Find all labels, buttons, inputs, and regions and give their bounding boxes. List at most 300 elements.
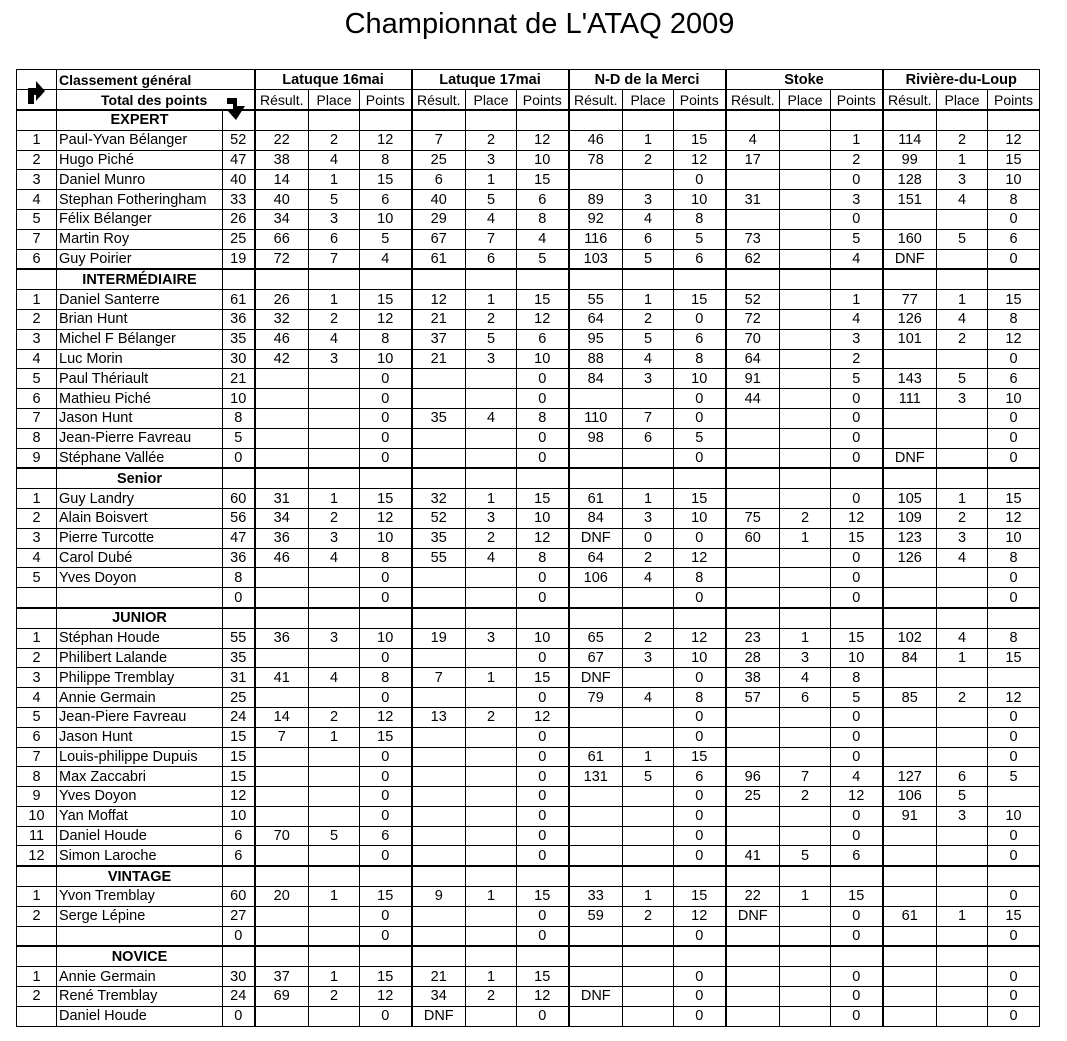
table-cell	[988, 269, 1040, 289]
table-cell: 1	[623, 747, 674, 767]
competitor-name: Louis-philippe Dupuis	[57, 747, 223, 767]
table-cell	[726, 946, 780, 966]
table-cell: 1	[780, 887, 831, 907]
table-cell: 8	[517, 209, 569, 229]
table-cell: 70	[726, 329, 780, 349]
table-cell: 21	[412, 309, 466, 329]
rank-cell: 1	[17, 290, 57, 310]
rank-cell: 5	[17, 369, 57, 389]
category-row	[17, 608, 1040, 628]
table-cell: 12	[831, 508, 883, 528]
table-cell: 3	[623, 648, 674, 668]
table-cell: 72	[726, 309, 780, 329]
table-cell: 70	[255, 826, 309, 846]
table-cell	[780, 389, 831, 409]
table-row	[17, 926, 1040, 946]
table-cell	[780, 747, 831, 767]
table-cell	[780, 548, 831, 568]
table-cell	[780, 170, 831, 190]
table-cell: 0	[988, 428, 1040, 448]
table-cell	[937, 608, 988, 628]
table-cell: 1	[937, 290, 988, 310]
table-cell: DNF	[883, 249, 937, 269]
total-points: 52	[223, 130, 255, 150]
table-cell: 6	[831, 846, 883, 866]
table-cell: 59	[569, 906, 623, 926]
table-cell: 92	[569, 209, 623, 229]
table-cell	[255, 1006, 309, 1026]
table-row	[17, 209, 1040, 229]
rank-cell: 2	[17, 906, 57, 926]
total-points: 0	[223, 448, 255, 468]
total-points: 24	[223, 707, 255, 727]
table-cell: 0	[517, 826, 569, 846]
table-cell	[780, 806, 831, 826]
table-cell	[780, 707, 831, 727]
competitor-name: Yves Doyon	[57, 568, 223, 588]
table-cell	[883, 428, 937, 448]
table-cell: 0	[988, 887, 1040, 907]
table-cell	[780, 489, 831, 509]
table-cell	[883, 747, 937, 767]
table-cell: 37	[412, 329, 466, 349]
competitor-name: Mathieu Piché	[57, 389, 223, 409]
rank-cell: 1	[17, 628, 57, 648]
table-cell	[255, 648, 309, 668]
competitor-name	[57, 926, 223, 946]
table-cell: 84	[569, 508, 623, 528]
table-cell: 131	[569, 767, 623, 787]
total-points: 27	[223, 906, 255, 926]
table-cell: 1	[466, 967, 517, 987]
table-cell	[780, 290, 831, 310]
table-row	[17, 290, 1040, 310]
table-cell	[988, 946, 1040, 966]
table-cell	[623, 946, 674, 966]
table-cell	[780, 906, 831, 926]
rank-cell: 3	[17, 329, 57, 349]
total-points: 12	[223, 787, 255, 807]
table-cell	[937, 826, 988, 846]
table-cell: 7	[255, 727, 309, 747]
table-cell	[726, 866, 780, 886]
table-cell: 15	[360, 727, 412, 747]
table-cell: 0	[360, 688, 412, 708]
total-points: 5	[223, 428, 255, 448]
table-row	[17, 150, 1040, 170]
table-cell: 3	[309, 628, 360, 648]
table-cell	[412, 906, 466, 926]
total-points: 30	[223, 349, 255, 369]
table-cell: 3	[466, 150, 517, 170]
table-cell: 3	[466, 628, 517, 648]
table-cell	[309, 906, 360, 926]
header-sub: Résult.	[569, 90, 623, 111]
competitor-name: Pierre Turcotte	[57, 528, 223, 548]
table-cell	[255, 269, 309, 289]
table-cell: 2	[937, 329, 988, 349]
table-cell: 96	[726, 767, 780, 787]
table-cell: 21	[412, 967, 466, 987]
table-cell	[466, 608, 517, 628]
table-cell	[726, 707, 780, 727]
table-cell: 3	[309, 528, 360, 548]
table-cell	[937, 727, 988, 747]
table-cell	[412, 806, 466, 826]
table-cell: 0	[988, 249, 1040, 269]
table-cell: 5	[674, 428, 726, 448]
table-cell: 67	[569, 648, 623, 668]
table-cell: 52	[412, 508, 466, 528]
table-row	[17, 668, 1040, 688]
table-cell	[883, 269, 937, 289]
table-cell: 25	[726, 787, 780, 807]
table-cell: 0	[517, 648, 569, 668]
header-classement: Classement général	[57, 70, 255, 90]
table-row	[17, 707, 1040, 727]
table-cell: 0	[517, 389, 569, 409]
table-cell: 10	[674, 369, 726, 389]
competitor-name: Stéphan Houde	[57, 628, 223, 648]
table-cell	[883, 967, 937, 987]
competitor-name: Stéphane Vallée	[57, 448, 223, 468]
table-cell	[255, 866, 309, 886]
table-cell: 6	[517, 329, 569, 349]
rank-cell: 7	[17, 408, 57, 428]
table-row	[17, 448, 1040, 468]
rank-cell: 1	[17, 130, 57, 150]
table-row	[17, 130, 1040, 150]
table-cell	[309, 389, 360, 409]
table-row	[17, 987, 1040, 1007]
header-corner	[17, 70, 57, 90]
table-cell	[466, 866, 517, 886]
table-cell	[569, 727, 623, 747]
table-cell: 4	[726, 130, 780, 150]
table-cell: 36	[255, 528, 309, 548]
total-points: 0	[223, 1006, 255, 1026]
total-points: 24	[223, 987, 255, 1007]
competitor-name: Daniel Houde	[57, 1006, 223, 1026]
table-cell	[569, 826, 623, 846]
table-cell: 15	[674, 747, 726, 767]
table-cell	[937, 568, 988, 588]
table-cell	[255, 608, 309, 628]
table-cell: 127	[883, 767, 937, 787]
table-cell: 103	[569, 249, 623, 269]
header-sub: Points	[517, 90, 569, 111]
table-cell: 0	[831, 448, 883, 468]
table-cell: 0	[988, 826, 1040, 846]
table-cell: 35	[412, 408, 466, 428]
table-cell: 12	[988, 688, 1040, 708]
page-title: Championnat de L'ATAQ 2009	[344, 8, 735, 40]
table-cell	[517, 269, 569, 289]
table-cell	[309, 787, 360, 807]
table-cell: 0	[517, 588, 569, 608]
rank-cell: 9	[17, 787, 57, 807]
table-cell	[466, 648, 517, 668]
table-cell	[569, 806, 623, 826]
total-points: 0	[223, 588, 255, 608]
table-cell: 15	[360, 290, 412, 310]
table-cell	[937, 468, 988, 488]
table-cell: 8	[360, 548, 412, 568]
table-cell: 22	[255, 130, 309, 150]
table-row	[17, 806, 1040, 826]
table-cell: 4	[831, 767, 883, 787]
table-cell: 0	[360, 806, 412, 826]
table-cell	[937, 987, 988, 1007]
table-cell	[309, 1006, 360, 1026]
table-cell	[517, 946, 569, 966]
table-cell	[937, 428, 988, 448]
table-cell	[255, 926, 309, 946]
header-sub: Résult.	[726, 90, 780, 111]
table-cell: 0	[831, 826, 883, 846]
table-cell	[309, 269, 360, 289]
table-cell	[360, 946, 412, 966]
table-cell	[883, 408, 937, 428]
table-cell: 12	[360, 987, 412, 1007]
table-cell: 44	[726, 389, 780, 409]
table-cell: 67	[412, 229, 466, 249]
table-cell: 61	[412, 249, 466, 269]
table-cell	[674, 866, 726, 886]
table-row	[17, 688, 1040, 708]
rank-cell	[17, 468, 57, 488]
table-cell	[726, 806, 780, 826]
rank-cell	[17, 269, 57, 289]
table-cell	[780, 229, 831, 249]
header-row-events	[17, 70, 1040, 90]
table-cell: 20	[255, 887, 309, 907]
table-cell	[466, 468, 517, 488]
total-cell	[223, 866, 255, 886]
table-cell	[726, 588, 780, 608]
table-cell: 0	[831, 588, 883, 608]
table-cell: 4	[937, 548, 988, 568]
rank-cell: 3	[17, 668, 57, 688]
table-cell	[517, 110, 569, 130]
table-cell: 15	[674, 887, 726, 907]
table-row	[17, 229, 1040, 249]
table-cell: 5	[623, 767, 674, 787]
table-cell: 32	[255, 309, 309, 329]
competitor-name	[57, 588, 223, 608]
table-cell: 31	[726, 190, 780, 210]
table-cell	[309, 110, 360, 130]
table-cell: 0	[517, 428, 569, 448]
rank-cell: 2	[17, 150, 57, 170]
table-cell: 0	[674, 926, 726, 946]
total-points: 15	[223, 727, 255, 747]
header-sub: Place	[466, 90, 517, 111]
table-cell	[466, 110, 517, 130]
table-cell	[309, 428, 360, 448]
table-cell: 8	[988, 628, 1040, 648]
rank-cell: 6	[17, 249, 57, 269]
table-cell	[937, 1006, 988, 1026]
table-cell: 46	[255, 548, 309, 568]
table-cell: 5	[623, 329, 674, 349]
table-cell: 0	[360, 926, 412, 946]
table-cell	[780, 946, 831, 966]
table-cell: 73	[726, 229, 780, 249]
table-cell	[831, 608, 883, 628]
table-cell: 10	[831, 648, 883, 668]
table-cell: 12	[674, 628, 726, 648]
table-cell	[883, 468, 937, 488]
table-cell: 0	[517, 806, 569, 826]
table-cell: 4	[517, 229, 569, 249]
table-cell: DNF	[726, 906, 780, 926]
table-cell: 5	[309, 826, 360, 846]
table-row	[17, 628, 1040, 648]
table-cell: 91	[883, 806, 937, 826]
table-cell: 4	[937, 309, 988, 329]
table-cell: 1	[309, 967, 360, 987]
table-cell	[255, 468, 309, 488]
competitor-name: Brian Hunt	[57, 309, 223, 329]
competitor-name: Jason Hunt	[57, 408, 223, 428]
table-cell	[309, 408, 360, 428]
table-cell: 15	[831, 628, 883, 648]
table-cell	[937, 349, 988, 369]
table-cell: 3	[623, 508, 674, 528]
category-name: INTERMÉDIAIRE	[57, 269, 223, 289]
table-cell: 41	[255, 668, 309, 688]
table-cell: 31	[255, 489, 309, 509]
table-cell: 60	[726, 528, 780, 548]
competitor-name: Yves Doyon	[57, 787, 223, 807]
table-cell	[726, 110, 780, 130]
table-cell: 0	[674, 826, 726, 846]
table-cell	[309, 806, 360, 826]
table-cell: 8	[360, 150, 412, 170]
competitor-name: Martin Roy	[57, 229, 223, 249]
table-cell	[466, 568, 517, 588]
table-cell: 111	[883, 389, 937, 409]
table-cell: 64	[569, 548, 623, 568]
competitor-name: Philippe Tremblay	[57, 668, 223, 688]
category-name: JUNIOR	[57, 608, 223, 628]
table-cell: 15	[517, 967, 569, 987]
table-cell: 0	[360, 648, 412, 668]
table-cell	[412, 926, 466, 946]
table-cell: 3	[831, 329, 883, 349]
table-cell: 0	[674, 806, 726, 826]
rank-cell: 3	[17, 170, 57, 190]
table-cell: 99	[883, 150, 937, 170]
table-cell: 110	[569, 408, 623, 428]
table-cell	[883, 588, 937, 608]
table-cell: 5	[466, 329, 517, 349]
table-cell: 0	[831, 408, 883, 428]
table-cell	[623, 608, 674, 628]
table-cell: 5	[309, 190, 360, 210]
table-cell: 8	[674, 568, 726, 588]
table-cell: 2	[623, 906, 674, 926]
table-cell	[623, 588, 674, 608]
table-cell	[883, 946, 937, 966]
table-cell	[569, 468, 623, 488]
table-cell: 7	[412, 130, 466, 150]
total-points: 61	[223, 290, 255, 310]
table-cell: 0	[674, 987, 726, 1007]
table-row	[17, 309, 1040, 329]
total-points: 8	[223, 408, 255, 428]
table-cell	[623, 846, 674, 866]
table-cell	[988, 468, 1040, 488]
table-cell: 10	[988, 528, 1040, 548]
table-row	[17, 329, 1040, 349]
table-cell	[412, 866, 466, 886]
table-cell: 40	[255, 190, 309, 210]
table-cell	[255, 787, 309, 807]
table-cell: 32	[412, 489, 466, 509]
table-cell: 102	[883, 628, 937, 648]
category-row	[17, 946, 1040, 966]
table-cell: 14	[255, 170, 309, 190]
table-cell: 2	[309, 707, 360, 727]
table-cell	[412, 588, 466, 608]
table-cell	[412, 608, 466, 628]
table-cell: 5	[466, 190, 517, 210]
table-cell: 2	[623, 548, 674, 568]
table-cell	[517, 608, 569, 628]
table-cell: 7	[466, 229, 517, 249]
rank-cell: 12	[17, 846, 57, 866]
table-cell: 114	[883, 130, 937, 150]
table-cell	[726, 468, 780, 488]
table-cell: 15	[517, 668, 569, 688]
table-cell: 91	[726, 369, 780, 389]
total-points: 6	[223, 826, 255, 846]
table-row	[17, 170, 1040, 190]
table-cell: 4	[360, 249, 412, 269]
table-cell	[412, 846, 466, 866]
table-cell	[255, 806, 309, 826]
table-cell: 128	[883, 170, 937, 190]
table-cell	[780, 209, 831, 229]
table-cell	[726, 548, 780, 568]
table-row	[17, 489, 1040, 509]
table-cell: 7	[412, 668, 466, 688]
rank-cell: 7	[17, 229, 57, 249]
total-points: 15	[223, 747, 255, 767]
total-cell	[223, 946, 255, 966]
table-cell: 6	[517, 190, 569, 210]
table-cell: 95	[569, 329, 623, 349]
table-cell: 1	[623, 290, 674, 310]
table-cell	[937, 269, 988, 289]
table-cell	[309, 448, 360, 468]
table-cell: 69	[255, 987, 309, 1007]
table-cell	[937, 946, 988, 966]
competitor-name: Paul Thériault	[57, 369, 223, 389]
header-sub: Points	[831, 90, 883, 111]
table-cell: 3	[623, 190, 674, 210]
table-row	[17, 408, 1040, 428]
table-cell	[466, 428, 517, 448]
table-cell	[623, 448, 674, 468]
table-cell	[569, 608, 623, 628]
table-cell	[309, 608, 360, 628]
table-cell: 6	[674, 249, 726, 269]
rank-cell: 4	[17, 548, 57, 568]
table-cell	[360, 269, 412, 289]
